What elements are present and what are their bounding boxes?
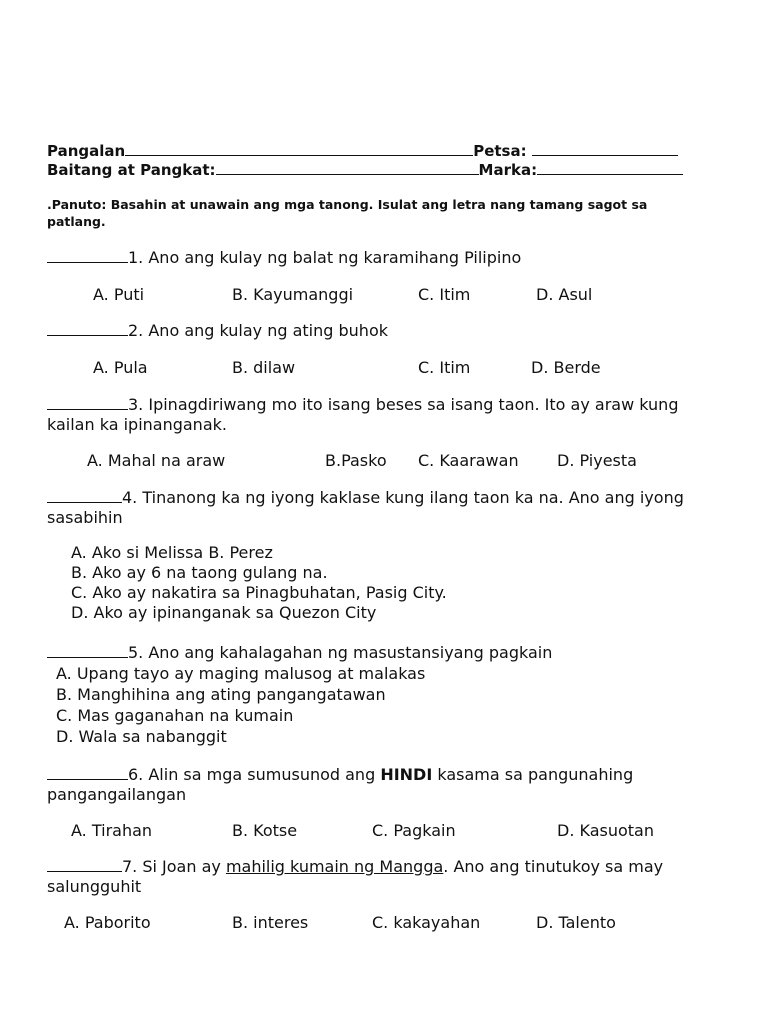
question-1-text: 1. Ano ang kulay ng balat ng karamihang Pilipino [128,248,522,267]
choice-2b: B. dilaw [232,358,296,377]
choice-4a: A. Ako si Melissa B. Perez [71,543,273,562]
choice-5c: C. Mas gaganahan na kumain [56,706,294,725]
answer-blank-4 [47,488,122,503]
choice-3b: B.Pasko [325,451,387,470]
answer-blank-5 [47,643,128,658]
choice-7c: C. kakayahan [372,913,481,932]
question-4 [47,488,697,528]
choice-2c: C. Itim [418,358,471,377]
grade-blank [216,160,479,175]
choice-1b: B. Kayumanggi [232,285,354,304]
choice-6c: C. Pagkain [372,821,456,840]
choice-6b: B. Kotse [232,821,298,840]
question-3 [47,395,697,435]
question-7-underlined: mahilig kumain ng Mangga [225,857,444,876]
choice-2a: A. Pula [93,358,148,377]
question-6-emphasis: HINDI [380,765,433,784]
choice-6a: A. Tirahan [71,821,153,840]
question-6-text-before: 6. Alin sa mga sumusunod ang [128,765,381,784]
answer-blank-1 [47,248,128,263]
date-label: Petsa: [473,142,532,160]
question-3-text: 3. Ipinagdiriwang mo ito isang beses sa isang taon. Ito ay araw kung kailan ka ipinanganak. [47,395,679,434]
choice-2d: D. Berde [531,358,601,377]
question-7-text-before: 7. Si Joan ay [122,857,226,876]
question-6-text-after: kasama sa pangunahing pangangailangan [47,765,634,804]
answer-blank-3 [47,395,128,410]
choice-5b: B. Manghihina ang ating pangangatawan [56,685,386,704]
choice-7b: B. interes [232,913,309,932]
question-7-text-after: . Ano ang tinutukoy sa may salungguhit [47,857,664,896]
answer-blank-2 [47,321,128,336]
answer-blank-7 [47,857,122,872]
choice-4c: C. Ako ay nakatira sa Pinagbuhatan, Pasig City. [71,583,447,602]
answer-blank-6 [47,765,128,780]
question-2-text: 2. Ano ang kulay ng ating buhok [128,321,388,340]
question-5-text: 5. Ano ang kahalagahan ng masustansiyang pagkain [128,643,553,662]
choice-3a: A. Mahal na araw [87,451,226,470]
name-line [47,141,678,161]
choice-4b: B. Ako ay 6 na taong gulang na. [71,563,328,582]
question-7 [47,857,697,897]
question-1 [47,248,521,268]
question-6 [47,765,697,805]
choice-5d: D. Wala sa nabanggit [56,727,227,746]
choice-1d: D. Asul [536,285,593,304]
question-4-text: 4. Tinanong ka ng iyong kaklase kung ilang taon ka na. Ano ang iyong sasabihin [47,488,684,527]
choice-6d: D. Kasuotan [557,821,654,840]
question-5 [47,643,552,663]
instructions: .Panuto: Basahin at unawain ang mga tanong. Isulat ang letra nang tamang sagot sa patlang. [47,197,648,229]
choice-3d: D. Piyesta [557,451,637,470]
score-blank [537,160,683,175]
choice-5a: A. Upang tayo ay maging malusog at malakas [56,664,426,683]
date-blank [532,141,678,156]
name-label: Pangalan [47,142,126,160]
name-blank [125,141,473,156]
choice-7d: D. Talento [536,913,616,932]
choice-7a: A. Paborito [64,913,151,932]
question-2 [47,321,388,341]
score-label: Marka: [478,161,538,179]
grade-line [47,160,683,180]
choice-1c: C. Itim [418,285,471,304]
grade-label: Baitang at Pangkat: [47,161,216,179]
choice-3c: C. Kaarawan [418,451,519,470]
choice-4d: D. Ako ay ipinanganak sa Quezon City [71,603,377,622]
choice-1a: A. Puti [93,285,145,304]
